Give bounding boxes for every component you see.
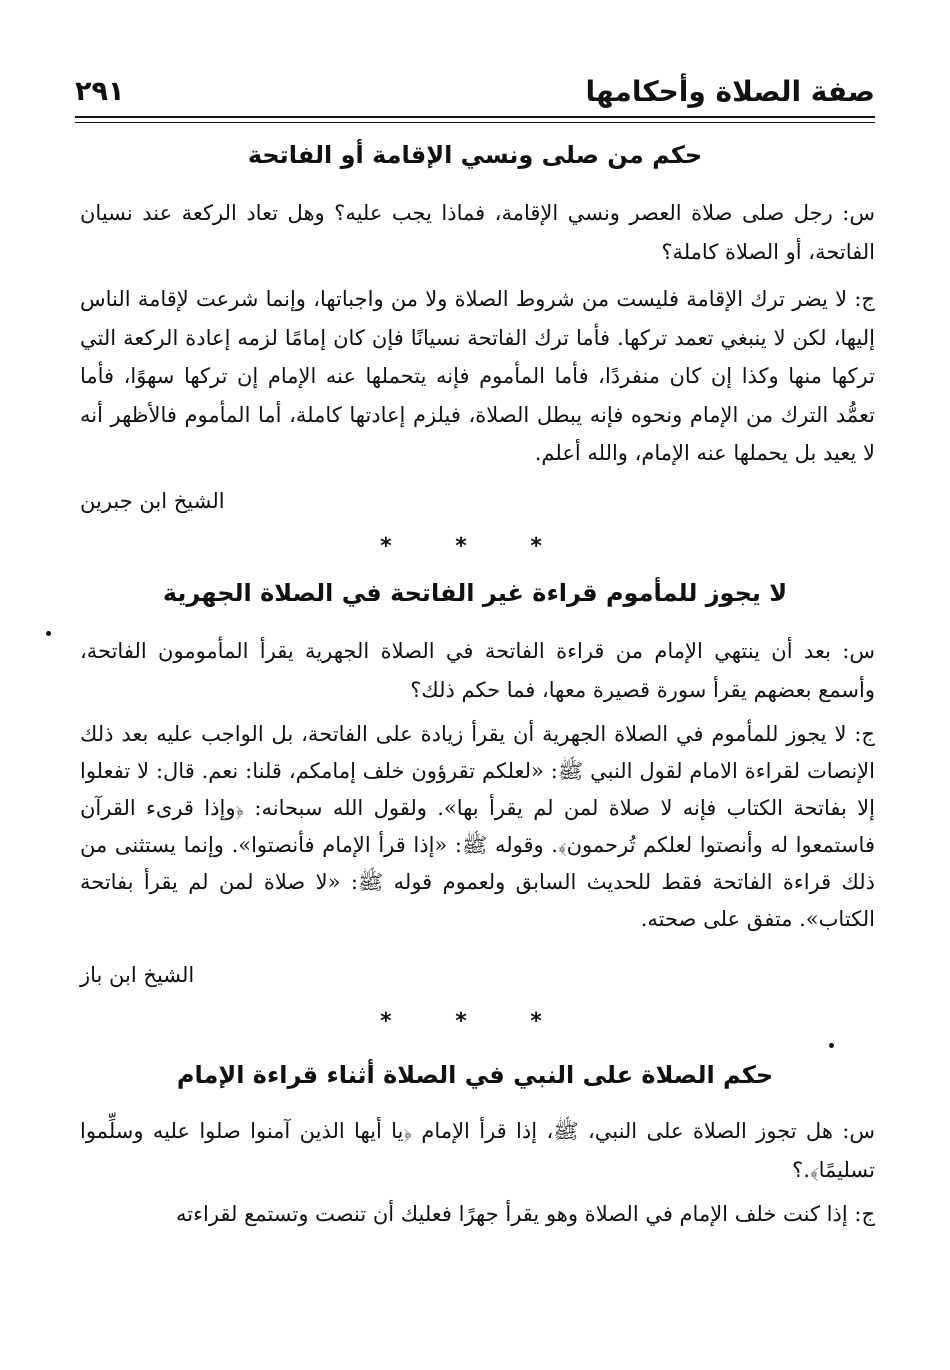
question-paragraph-first: س: رجل صلى صلاة العصر ونسي الإقامة، فماذا يجب عليه؟ وهل تعاد الركعة عند نسيان الفاتحة، أو الصلاة كاملة؟ — [80, 201, 875, 264]
page-number: ٢٩١ — [75, 76, 125, 107]
section-separator-second: * * * — [380, 1009, 570, 1034]
header-rule-thin — [75, 122, 875, 123]
signature-ibn-jibreen: الشيخ ابن جبرين — [80, 489, 225, 513]
answer-paragraph-second: ج: لا يجوز للمأموم في الصلاة الجهرية أن يقرأ زيادة على الفاتحة، بل الواجب عليه بعد ذلك الإنصات لقراءة الامام لقول النبي ﷺ: «لعلكم تقرؤون خلف إمامكم، قلنا: نعم. قال: لا تفعلوا إلا بفاتحة الكتاب فإنه لا صلاة لمن لم يقرأ بها». ولقول الله سبحانه: ﴿وإذا قرىء القرآن فاستمعوا له وأنصتوا لعلكم تُرحمون﴾. وقوله ﷺ: «إذا قرأ الإمام فأنصتوا». وإنما يستثنى من ذلك قراءة الفاتحة فقط للحديث السابق ولعموم قوله ﷺ: «لا صلاة لمن لم يقرأ بفاتحة الكتاب». متفق على صحته. — [80, 722, 875, 931]
question-paragraph-second: س: بعد أن ينتهي الإمام من قراءة الفاتحة في الصلاة الجهرية يقرأ المأمومون الفاتحة، وأسمع بعضهم يقرأ سورة قصيرة معها، فما حكم ذلك؟ — [80, 639, 875, 702]
answer-paragraph-first: ج: لا يضر ترك الإقامة فليست من شروط الصلاة ولا من واجباتها، وإنما شرعت لإقامة الناس إليها، لكن لا ينبغي تعمد تركها. فأما ترك الفاتحة نسيانًا فإن كان إمامًا لزمه إعادة الركعة التي تركها منها وكذا إن كان منفردًا، فأما المأموم فإنه يتحملها عنه الإمام إن تركها سهوًا، فأما تعمُّد الترك من الإمام ونحوه فإنه يبطل الصلاة، فيلزم إعادتها كاملة، أما المأموم فالأظهر أنه لا يعيد بل يحملها عنه الإمام، والله أعلم. — [80, 287, 875, 465]
section-title-third: حكم الصلاة على النبي في الصلاة أثناء قراءة الإمام — [176, 1061, 774, 1089]
section-title-first: حكم من صلى ونسي الإقامة أو الفاتحة — [247, 141, 703, 169]
header-rule-thick — [75, 116, 875, 118]
scan-speck-left — [46, 631, 51, 636]
scan-speck-right — [829, 1043, 834, 1048]
section-title-second: لا يجوز للمأموم قراءة غير الفاتحة في الصلاة الجهرية — [162, 579, 788, 607]
book-running-title: صفة الصلاة وأحكامها — [585, 75, 875, 108]
question-paragraph-third: س: هل تجوز الصلاة على النبي، ﷺ، إذا قرأ الإمام ﴿يا أيها الذين آمنوا صلوا عليه وسلِّموا تسليمًا﴾.؟ — [80, 1119, 875, 1182]
answer-paragraph-third: ج: إذا كنت خلف الإمام في الصلاة وهو يقرأ جهرًا فعليك أن تنصت وتستمع لقراءته — [176, 1202, 875, 1226]
signature-ibn-baz: الشيخ ابن باز — [80, 963, 195, 987]
page-header — [75, 72, 875, 116]
section-separator-first: * * * — [380, 534, 570, 559]
